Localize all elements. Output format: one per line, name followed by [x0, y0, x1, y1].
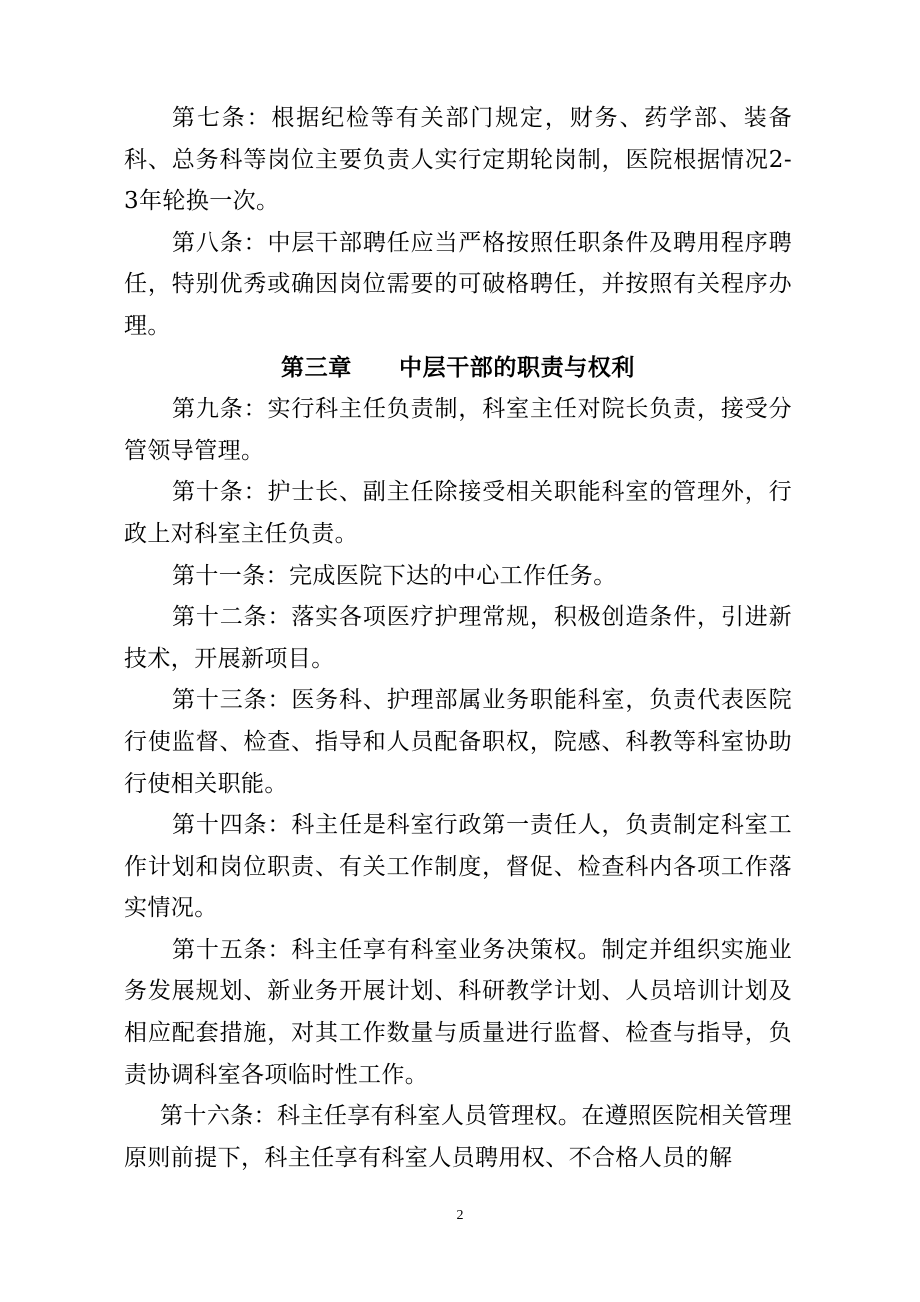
article-8: 第八条：中层干部聘任应当严格按照任职条件及聘用程序聘任，特别优秀或确因岗位需要的可破格聘任，并按照有关程序办理。: [124, 229, 792, 339]
article-15: 第十五条：科主任享有科室业务决策权。制定并组织实施业务发展规划、新业务开展计划、科研教学计划、人员培训计划及相应配套措施，对其工作数量与质量进行监督、检查与指导，负责协调科室各项临时性工作。: [124, 936, 792, 1088]
article-7: 第七条：根据纪检等有关部门规定，财务、药学部、装备科、总务科等岗位主要负责人实行定期轮岗制，医院根据情况2-3年轮换一次。: [124, 105, 792, 215]
article-16: 第十六条：科主任享有科室人员管理权。在遵照医院相关管理原则前提下，科主任享有科室人员聘用权、不合格人员的解: [124, 1103, 792, 1171]
article-10: 第十条：护士长、副主任除接受相关职能科室的管理外，行政上对科室主任负责。: [124, 479, 792, 547]
article-14: 第十四条：科主任是科室行政第一责任人，负责制定科室工作计划和岗位职责、有关工作制度，督促、检查科内各项工作落实情况。: [124, 812, 792, 922]
article-13: 第十三条：医务科、护理部属业务职能科室，负责代表医院行使监督、检查、指导和人员配备职权，院感、科教等科室协助行使相关职能。: [124, 687, 792, 797]
page-number: 2: [456, 1208, 464, 1223]
article-12: 第十二条：落实各项医疗护理常规，积极创造条件，引进新技术，开展新项目。: [124, 604, 792, 672]
article-11: 第十一条：完成医院下达的中心工作任务。: [172, 562, 617, 589]
article-9: 第九条：实行科主任负责制，科室主任对院长负责，接受分管领导管理。: [124, 396, 792, 464]
chapter-heading: 第三章 中层干部的职责与权利: [281, 354, 635, 381]
document-body: [124, 98, 792, 1179]
